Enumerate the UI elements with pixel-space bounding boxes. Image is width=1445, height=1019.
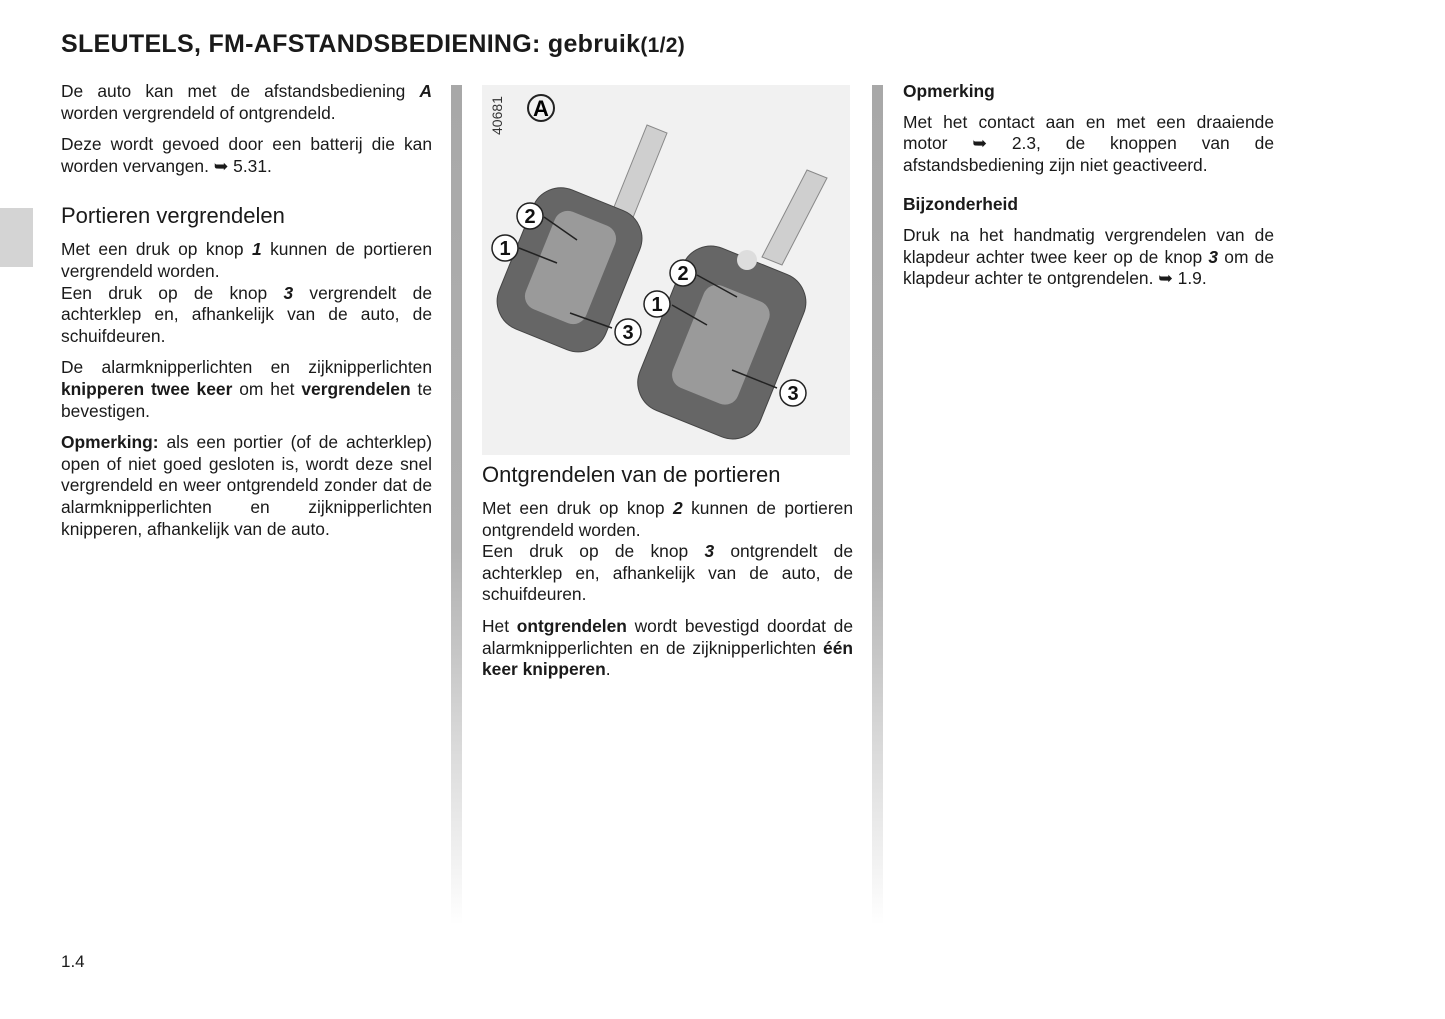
note-heading: Bijzonderheid: [903, 194, 1018, 215]
paragraph: Het ontgrendelen wordt bevestigd doordat de alarmknipperlichten en de zijknipperlichten één keer knipperen.: [482, 615, 853, 680]
paragraph: Een druk op de knop 3 vergrendelt de achterklep en, afhankelijk van de auto, de schuifdeuren.: [61, 282, 432, 346]
right-column: [903, 81, 1274, 300]
callout-1: 1: [499, 238, 511, 260]
note-paragraph: Opmerking: als een portier (of de achterklep) open of niet goed gesloten is, wordt deze snel vergrendeld en weer ontgrendeld zonder dat de alarmknipperlichten en zijknipperlichten knipperen, afhankelijk van de auto.: [61, 432, 432, 539]
paragraph: Met een druk op knop 1 kunnen de portieren vergrendeld worden.: [61, 239, 432, 281]
callout-2: 2: [524, 206, 536, 228]
title-main: SLEUTELS, FM-AFSTANDSBEDIENING: gebruik: [61, 30, 641, 58]
figure-label: A: [533, 96, 549, 121]
paragraph: De auto kan met de afstandsbediening A worden vergrendeld of ontgrendeld.: [61, 81, 432, 123]
paragraph: Met een druk op knop 2 kunnen de portieren ontgrendeld worden.: [482, 498, 853, 540]
note-heading: Opmerking: [903, 81, 995, 101]
paragraph: Druk na het handmatig vergrendelen van de klapdeur achter twee keer op de knop 3 om de klapdeur achter te ontgrendelen. ➥ 1.9.: [903, 224, 1274, 289]
callout-2: 2: [677, 263, 689, 285]
section-heading: Portieren vergrendelen: [61, 203, 285, 229]
title-part: (1/2): [640, 34, 685, 57]
figure-ref: 40681: [489, 96, 505, 135]
paragraph: Een druk op de knop 3 ontgrendelt de achterklep en, afhankelijk van de auto, de schuifdeuren.: [482, 541, 853, 605]
page-number: 1.4: [61, 952, 85, 971]
remote-key-illustration: [482, 85, 850, 455]
chapter-tab: [0, 208, 33, 267]
column-divider: [872, 85, 883, 925]
left-column: [61, 81, 432, 550]
callout-1: 1: [651, 294, 663, 316]
paragraph: Deze wordt gevoed door een batterij die kan worden vervangen. ➥ 5.31.: [61, 134, 432, 176]
middle-column: [482, 462, 853, 691]
section-heading: Ontgrendelen van de portieren: [482, 462, 781, 487]
column-divider: [451, 85, 462, 925]
page-title: [61, 30, 685, 59]
callout-3: 3: [787, 383, 799, 405]
paragraph: De alarmknipperlichten en zijknipperlichten knipperen twee keer om het vergrendelen te bevestigen.: [61, 357, 432, 421]
paragraph: Met het contact aan en met een draaiende motor ➥ 2.3, de knoppen van de afstandsbediening zijn niet geactiveerd.: [903, 111, 1274, 175]
callout-3: 3: [622, 322, 634, 344]
